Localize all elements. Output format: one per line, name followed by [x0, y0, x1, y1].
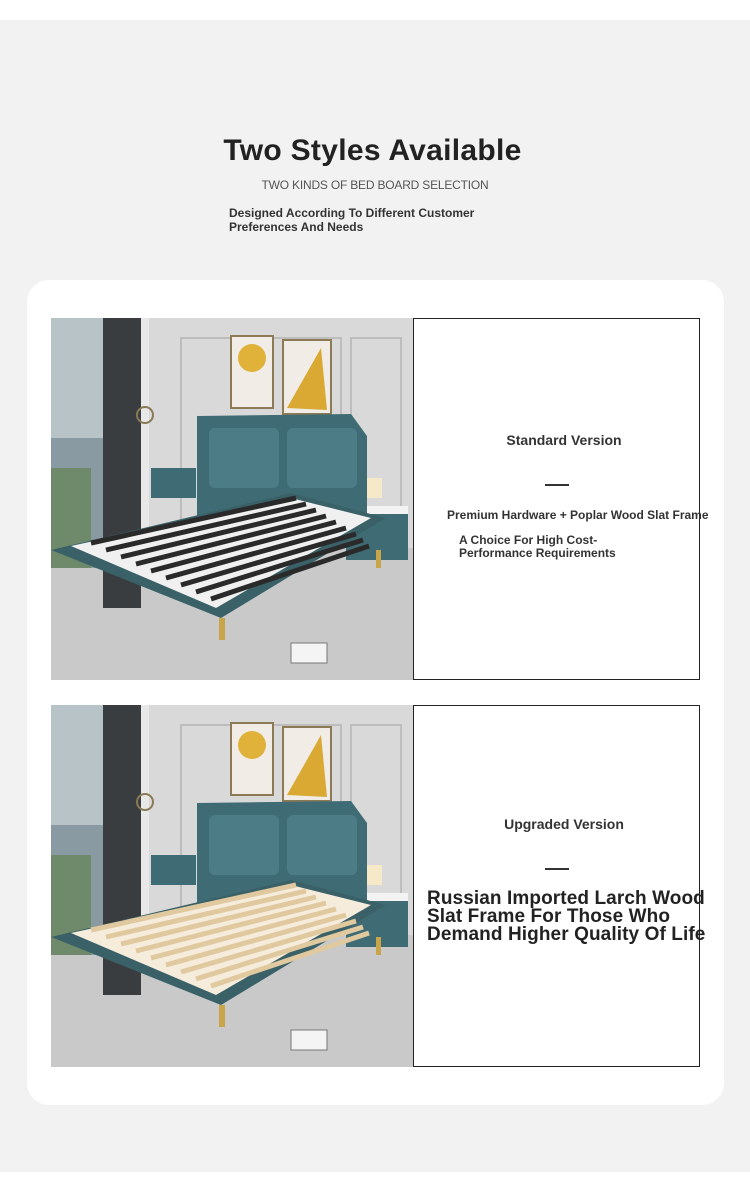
- upgraded-version-feature: Russian Imported Larch Wood Slat Frame For Those Who Demand Higher Quality Of Life: [427, 888, 706, 945]
- divider: [545, 868, 569, 870]
- bottom-band: [0, 1172, 750, 1200]
- standard-version-info: [413, 318, 709, 680]
- standard-version-feature: Premium Hardware + Poplar Wood Slat Frame: [447, 508, 709, 522]
- top-band: [0, 0, 750, 20]
- upgraded-version-info: [413, 705, 706, 1067]
- upgraded-version-label: Upgraded Version: [504, 816, 624, 832]
- upgraded-version-panel: [51, 705, 706, 1067]
- divider: [545, 484, 569, 486]
- standard-version-note: A Choice For High Cost-Performance Requirements: [459, 533, 616, 560]
- standard-bed-image: [51, 318, 413, 680]
- section-subtitle: TWO KINDS OF BED BOARD SELECTION: [261, 178, 489, 192]
- section-title: Two Styles Available: [223, 134, 522, 167]
- standard-version-label: Standard Version: [506, 432, 622, 448]
- upgraded-bed-image: [51, 705, 413, 1067]
- standard-version-panel: [51, 318, 709, 680]
- section-description: Designed According To Different Customer Preferences And Needs: [229, 206, 475, 234]
